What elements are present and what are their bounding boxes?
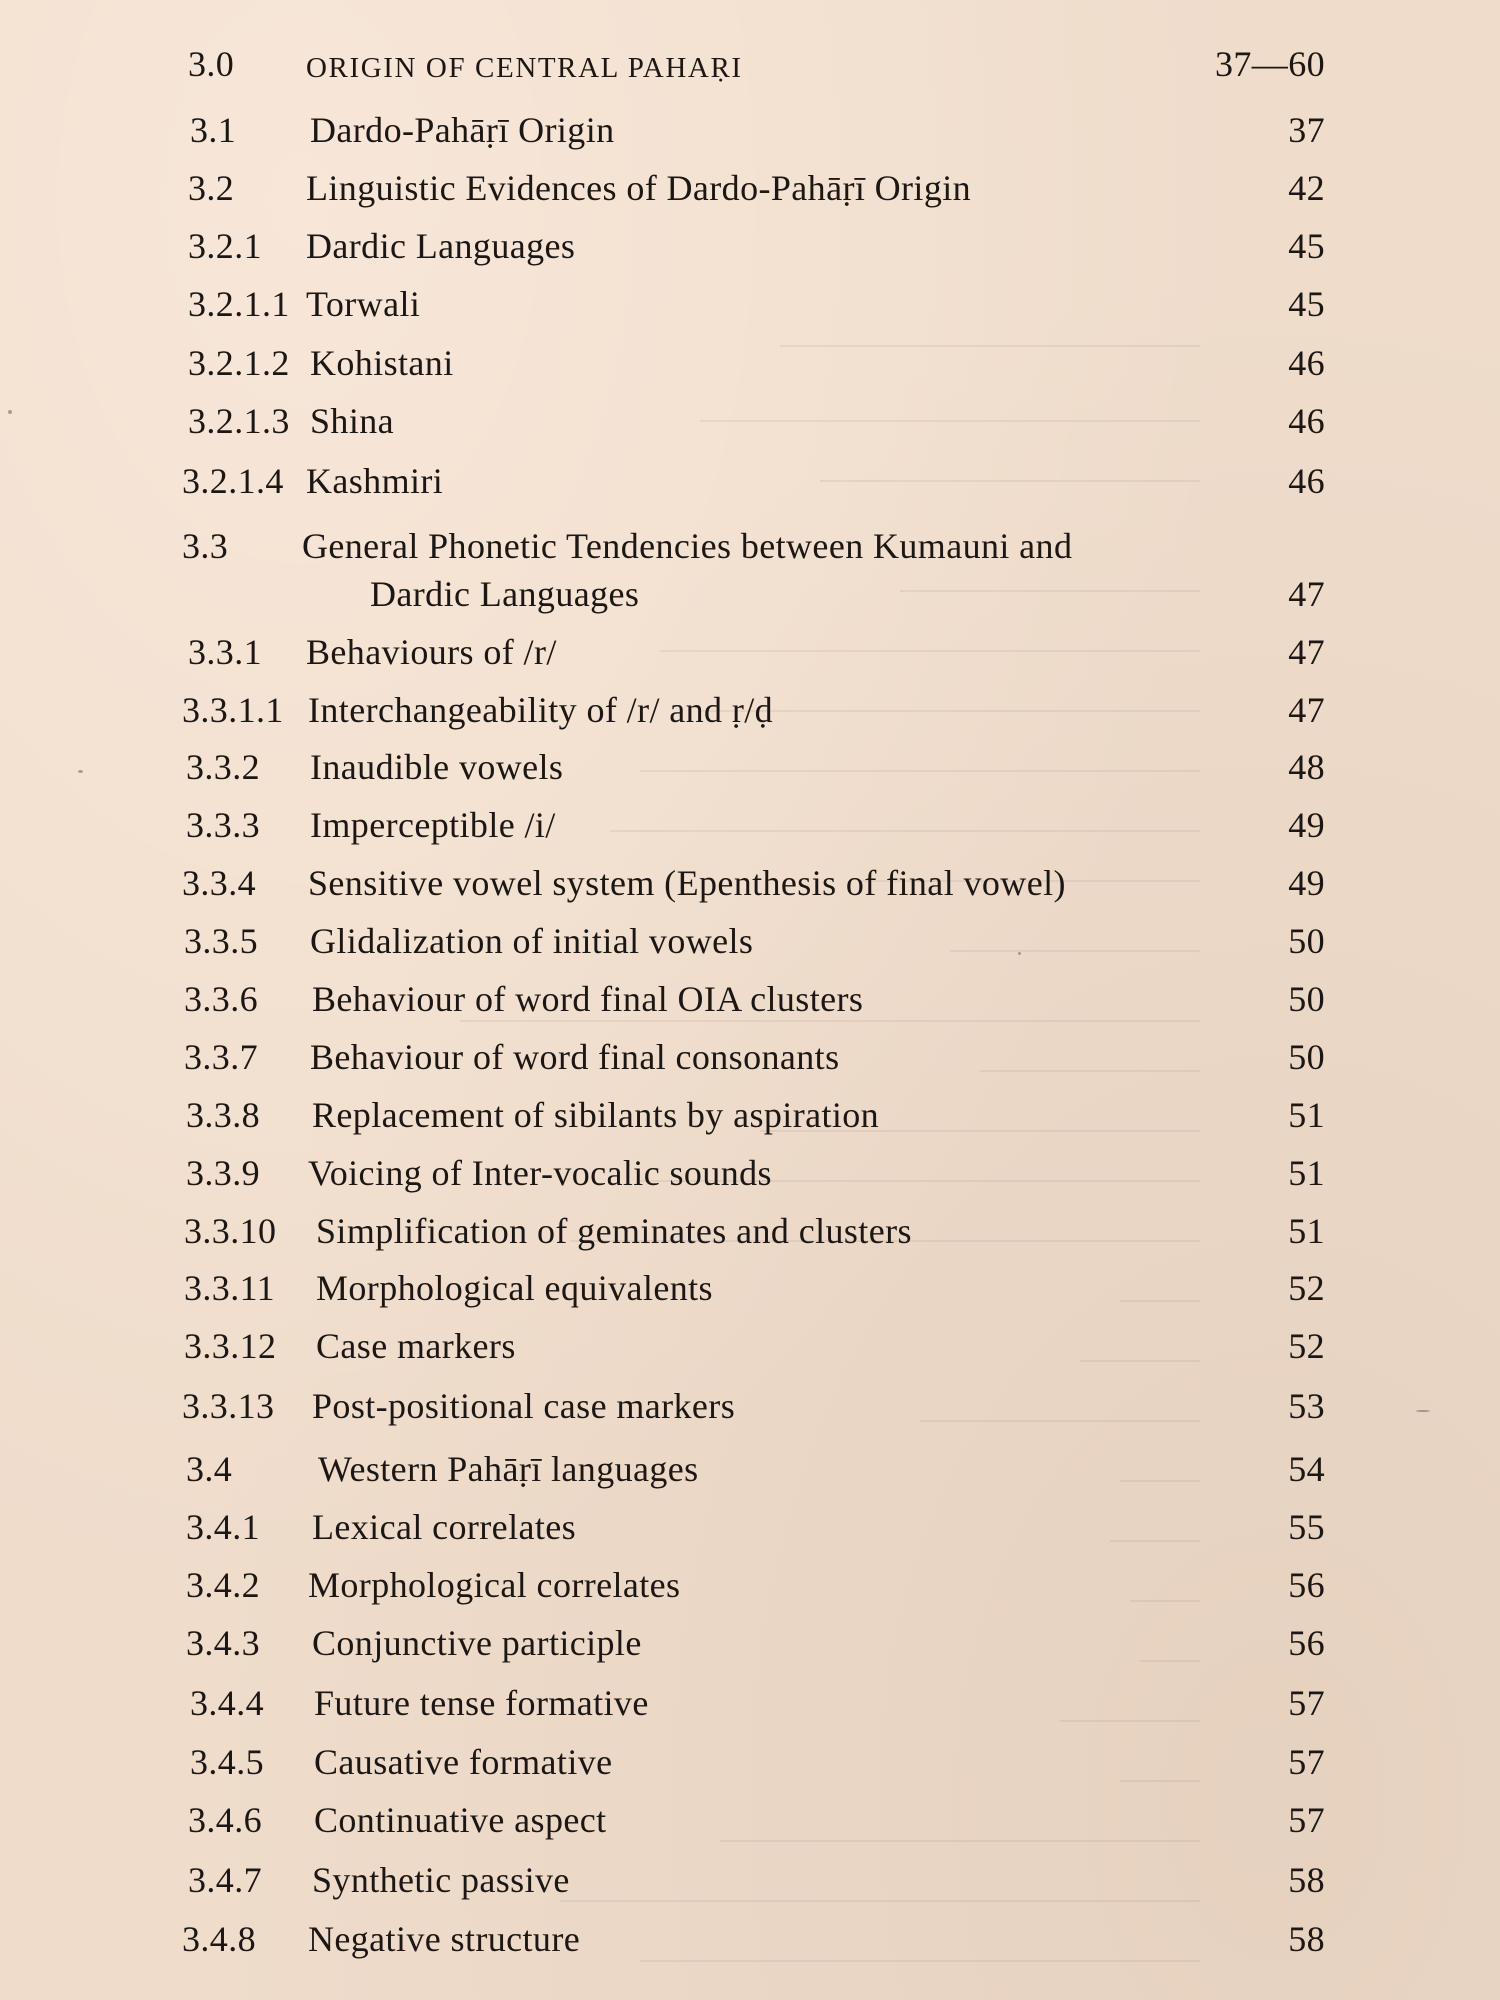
section-title: Causative formative bbox=[314, 1742, 613, 1782]
section-title: Kohistani bbox=[310, 343, 454, 383]
section-title: Synthetic passive bbox=[312, 1860, 570, 1900]
section-number: 3.4.5 bbox=[190, 1742, 264, 1782]
page-number: 53 bbox=[1288, 1386, 1325, 1426]
section-title: Dardic Languages bbox=[306, 226, 576, 266]
section-number: 3.2.1.3 bbox=[188, 401, 290, 441]
page-number: 49 bbox=[1288, 805, 1325, 845]
section-number: 3.3.13 bbox=[182, 1386, 275, 1426]
section-title: Simplification of geminates and clusters bbox=[316, 1211, 912, 1251]
page-number: 47 bbox=[1288, 690, 1325, 730]
section-number: 3.1 bbox=[190, 110, 237, 150]
section-number: 3.2.1.2 bbox=[188, 343, 290, 383]
page-number: 46 bbox=[1288, 461, 1325, 501]
page-number: 57 bbox=[1288, 1800, 1325, 1840]
section-title: Morphological correlates bbox=[308, 1565, 681, 1605]
page-number: 45 bbox=[1288, 226, 1325, 266]
section-title: Dardo-Pahāṛī Origin bbox=[310, 110, 615, 150]
section-number: 3.4 bbox=[186, 1449, 233, 1489]
page-number: 46 bbox=[1288, 343, 1325, 383]
section-number: 3.2.1.1 bbox=[188, 284, 290, 324]
section-number: 3.4.3 bbox=[186, 1623, 260, 1663]
section-title: Morphological equivalents bbox=[316, 1268, 713, 1308]
page-number: 55 bbox=[1288, 1507, 1325, 1547]
section-title: ORIGIN OF CENTRAL PAHAṚI bbox=[306, 52, 743, 84]
page-number: 52 bbox=[1288, 1268, 1325, 1308]
section-title: Behaviour of word final OIA clusters bbox=[312, 979, 864, 1019]
page-number: 48 bbox=[1288, 747, 1325, 787]
section-title: Imperceptible /i/ bbox=[310, 805, 556, 845]
section-title: Continuative aspect bbox=[314, 1800, 607, 1840]
section-title: Shina bbox=[310, 401, 395, 441]
section-title: Case markers bbox=[316, 1326, 516, 1366]
paper-speck bbox=[1416, 1410, 1430, 1412]
section-title-continuation: Dardic Languages bbox=[370, 574, 640, 614]
page-number: 42 bbox=[1288, 168, 1325, 208]
section-number: 3.3.10 bbox=[184, 1211, 277, 1251]
section-number: 3.3.11 bbox=[184, 1268, 276, 1308]
section-number: 3.2.1 bbox=[188, 226, 262, 266]
section-number: 3.3.12 bbox=[184, 1326, 277, 1366]
paper-speck bbox=[78, 770, 83, 773]
section-number: 3.4.1 bbox=[186, 1507, 260, 1547]
section-title: Western Pahāṛī languages bbox=[318, 1449, 699, 1489]
page-number: 52 bbox=[1288, 1326, 1325, 1366]
page-number: 49 bbox=[1288, 863, 1325, 903]
section-number: 3.3.2 bbox=[186, 747, 260, 787]
page-number: 45 bbox=[1288, 284, 1325, 324]
section-title: Behaviour of word final consonants bbox=[310, 1037, 840, 1077]
section-title: Kashmiri bbox=[306, 461, 444, 501]
page-number: 37—60 bbox=[1215, 44, 1325, 84]
section-title: Behaviours of /r/ bbox=[306, 632, 557, 672]
page-number: 47 bbox=[1288, 574, 1325, 614]
section-number: 3.3.8 bbox=[186, 1095, 260, 1135]
page-number: 58 bbox=[1288, 1919, 1325, 1959]
section-title: Conjunctive participle bbox=[312, 1623, 642, 1663]
section-number: 3.4.2 bbox=[186, 1565, 260, 1605]
section-number: 3.3.3 bbox=[186, 805, 260, 845]
section-title: General Phonetic Tendencies between Kumauni and bbox=[302, 526, 1073, 566]
section-title: Lexical correlates bbox=[312, 1507, 577, 1547]
page-number: 50 bbox=[1288, 979, 1325, 1019]
section-number: 3.4.6 bbox=[188, 1800, 262, 1840]
section-number: 3.3.9 bbox=[186, 1153, 260, 1193]
section-number: 3.4.4 bbox=[190, 1683, 264, 1723]
page-number: 37 bbox=[1288, 110, 1325, 150]
section-title: Voicing of Inter-vocalic sounds bbox=[308, 1153, 772, 1193]
section-title: Sensitive vowel system (Epenthesis of final vowel) bbox=[308, 863, 1066, 903]
section-title: Interchangeability of /r/ and ṛ/ḍ bbox=[308, 690, 774, 730]
section-number: 3.3 bbox=[182, 526, 229, 566]
section-number: 3.3.5 bbox=[184, 921, 258, 961]
section-number: 3.4.7 bbox=[188, 1860, 262, 1900]
page-number: 47 bbox=[1288, 632, 1325, 672]
section-number: 3.3.1.1 bbox=[182, 690, 284, 730]
page-number: 56 bbox=[1288, 1565, 1325, 1605]
page-number: 57 bbox=[1288, 1742, 1325, 1782]
page-number: 54 bbox=[1288, 1449, 1325, 1489]
paper-speck bbox=[1018, 952, 1021, 955]
section-title: Negative structure bbox=[308, 1919, 581, 1959]
page-number: 57 bbox=[1288, 1683, 1325, 1723]
page-number: 58 bbox=[1288, 1860, 1325, 1900]
page-number: 51 bbox=[1288, 1095, 1325, 1135]
section-title: Future tense formative bbox=[314, 1683, 649, 1723]
page-number: 51 bbox=[1288, 1211, 1325, 1251]
section-number: 3.3.6 bbox=[184, 979, 258, 1019]
page-number: 50 bbox=[1288, 1037, 1325, 1077]
section-number: 3.3.1 bbox=[188, 632, 262, 672]
section-number: 3.2 bbox=[188, 168, 235, 208]
section-number: 3.3.7 bbox=[184, 1037, 258, 1077]
paper-speck bbox=[8, 410, 12, 414]
section-title: Post-positional case markers bbox=[312, 1386, 736, 1426]
section-title: Linguistic Evidences of Dardo-Pahāṛī Origin bbox=[306, 168, 972, 208]
section-number: 3.3.4 bbox=[182, 863, 256, 903]
page-number: 56 bbox=[1288, 1623, 1325, 1663]
page-number: 50 bbox=[1288, 921, 1325, 961]
section-title: Glidalization of initial vowels bbox=[310, 921, 754, 961]
section-title: Torwali bbox=[306, 284, 421, 324]
toc-entry bbox=[0, 524, 1500, 624]
section-title: Inaudible vowels bbox=[310, 747, 564, 787]
section-number: 3.4.8 bbox=[182, 1919, 256, 1959]
section-number: 3.0 bbox=[188, 44, 235, 84]
section-title: Replacement of sibilants by aspiration bbox=[312, 1095, 880, 1135]
page-number: 51 bbox=[1288, 1153, 1325, 1193]
section-number: 3.2.1.4 bbox=[182, 461, 284, 501]
page-number: 46 bbox=[1288, 401, 1325, 441]
